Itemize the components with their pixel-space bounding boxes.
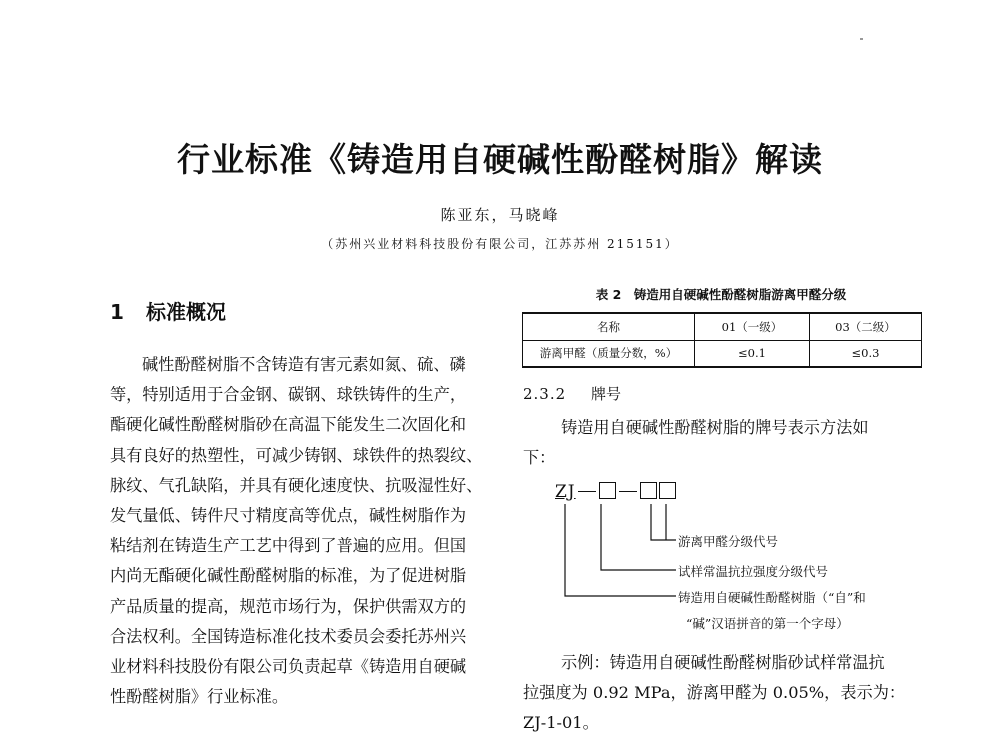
paragraph-line: 铸造用自硬碱性酚醛树脂的牌号表示方法如: [561, 418, 869, 437]
leader-line-prefix: [565, 504, 676, 596]
paragraph-line: 产品质量的提高，规范市场行为，保护供需双方的: [110, 596, 467, 616]
article-title: 行业标准《铸造用自硬碱性酚醛树脂》解读: [177, 140, 823, 179]
table-cell: ≤0.1: [695, 340, 810, 367]
paragraph-line: 拉强度为 0.92 MPa，游离甲醛为 0.05%，表示为：: [523, 683, 906, 702]
paragraph-line: 酯硬化碱性酚醛树脂砂在高温下能发生二次固化和: [110, 415, 467, 435]
paragraph-line: 碱性酚醛树脂不含铸造有害元素如氮、硫、磷: [142, 355, 466, 374]
designation-example: [523, 648, 923, 738]
paragraph-line: 具有良好的热塑性，可减少铸钢、球铁件的热裂纹、: [110, 445, 483, 465]
section-2-3-2-heading: [523, 383, 621, 404]
code-prefix: ZJ: [555, 482, 576, 502]
table-cell: 游离甲醛（质量分数，%）: [523, 340, 695, 367]
paragraph-line: 脉纹、气孔缺陷，并具有硬化速度快、抗吸湿性好、: [110, 475, 483, 495]
designation-intro: [523, 413, 923, 473]
paragraph-line: 下：: [523, 448, 556, 467]
paragraph-line: 粘结剂在铸造生产工艺中得到了普遍的应用。但国: [110, 536, 467, 556]
paragraph-line: 发气量低、铸件尺寸精度高等优点，碱性树脂作为: [110, 505, 467, 525]
table-header-cell: 03（二级）: [810, 313, 922, 340]
label-strength-grade: 试样常温抗拉强度分级代号: [678, 564, 829, 579]
paragraph-line: 等，特别适用于合金钢、碳钢、球铁铸件的生产，: [110, 385, 467, 405]
paragraph-line: 内尚无酯硬化碱性酚醛树脂的标准，为了促进树脂: [110, 566, 467, 586]
code-box-formaldehyde-1: [640, 482, 657, 499]
leader-line-strength: [601, 504, 676, 570]
label-resin-type-cont: “碱”汉语拼音的第一个字母）: [686, 616, 849, 631]
label-resin-type: 铸造用自硬碱性酚醛树脂（“自”和: [678, 590, 866, 605]
table-header-cell: 01（一级）: [695, 313, 810, 340]
code-dash: [619, 491, 637, 492]
scan-speck: [860, 38, 863, 40]
table-row: [523, 340, 922, 367]
paragraph-line: ZJ-1-01。: [523, 713, 599, 732]
leader-line-formaldehyde: [651, 504, 676, 540]
designation-code: [555, 482, 677, 502]
section-1-heading: [110, 296, 226, 325]
paragraph-line: 业材料科技股份有限公司负责起草《铸造用自硬碱: [110, 656, 467, 676]
label-formaldehyde-grade: 游离甲醛分级代号: [678, 534, 779, 549]
paragraph-line: 合法权利。全国铸造标准化技术委员会委托苏州兴: [110, 626, 467, 646]
table-header-cell: 名称: [523, 313, 695, 340]
section-title: 牌号: [591, 385, 622, 403]
table-2-caption: 表 2 铸造用自硬碱性酚醛树脂游离甲醛分级: [595, 287, 847, 302]
authors: 陈亚东，马晓峰: [440, 206, 560, 224]
code-box-strength: [599, 482, 616, 499]
paragraph-line: 性酚醛树脂》行业标准。: [110, 687, 289, 707]
table-2: [522, 312, 922, 368]
code-dash: [578, 491, 596, 492]
code-box-formaldehyde-2: [659, 482, 676, 499]
table-cell: ≤0.3: [810, 340, 922, 367]
section-title: 标准概况: [146, 300, 226, 324]
table-header-row: [523, 313, 922, 340]
section-number: 1: [110, 300, 124, 324]
section-number: 2.3.2: [523, 385, 567, 403]
affiliation: （苏州兴业材料科技股份有限公司，江苏苏州 215151）: [321, 237, 679, 251]
section-1-paragraph: [110, 350, 505, 712]
paragraph-line: 示例：铸造用自硬碱性酚醛树脂砂试样常温抗: [561, 653, 885, 672]
